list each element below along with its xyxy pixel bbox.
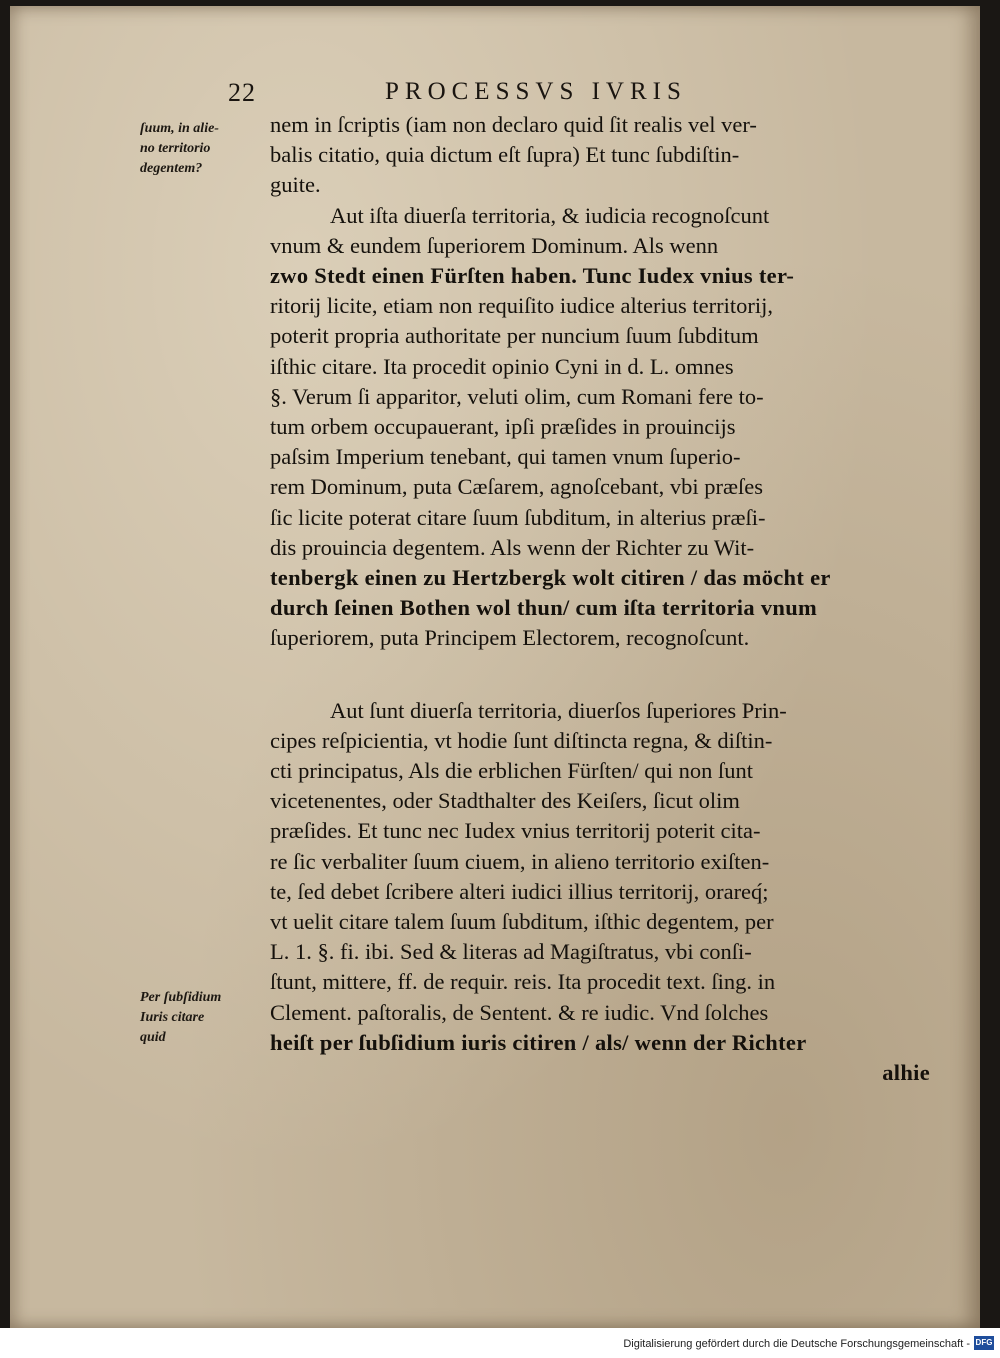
digitization-footer <box>0 1328 1000 1358</box>
text-line: re ſic verbaliter ſuum ciuem, in alieno territorio exiſten- <box>270 848 770 874</box>
text-line: rem Dominum, puta Cæſarem, agnoſcebant, vbi præſes <box>270 474 764 500</box>
main-text-block <box>270 110 930 1088</box>
text-line: zwo Stedt einen Fürſten haben. Tunc Iudex vnius ter- <box>270 263 795 289</box>
text-line: ritorij licite, etiam non requiſito iudice alterius territorij, <box>270 293 773 319</box>
text-line: iſthic citare. Ita procedit opinio Cyni in d. L. omnes <box>270 353 734 379</box>
text-line: L. 1. §. fi. ibi. Sed & literas ad Magiſtratus, vbi conſi- <box>270 939 752 965</box>
text-line: guite. <box>270 172 321 198</box>
text-line: paſsim Imperium tenebant, qui tamen vnum ſuperio- <box>270 444 741 470</box>
text-line: nem in ſcriptis (iam non declaro quid ſit realis vel ver- <box>270 112 757 137</box>
dfg-credit-text: Digitalisierung gefördert durch die Deutsche Forschungsgemeinschaft - <box>623 1338 970 1350</box>
marginal-line: Iuris citare <box>140 1010 205 1025</box>
text-line: poterit propria authoritate per nuncium ſuum ſubditum <box>270 323 759 349</box>
page-header <box>10 68 980 108</box>
marginal-line: ſuum, in alie- <box>140 121 219 136</box>
text-line: heiſt per ſubſidium iuris citiren / als/ wenn der Richter <box>270 1029 807 1055</box>
text-line: durch ſeinen Bothen wol thun/ cum iſta territoria vnum <box>270 595 818 621</box>
paragraph-gap <box>270 654 930 696</box>
text-line: Aut ſunt diuerſa territoria, diuerſos ſuperiores Prin- <box>330 697 787 723</box>
text-line: te, ſed debet ſcribere alteri iudici illius territorij, orareq́; <box>270 878 769 904</box>
marginal-line: no territorio <box>140 141 211 156</box>
marginal-note-1 <box>140 119 270 179</box>
text-line: vt uelit citare talem ſuum ſubditum, iſthic degentem, per <box>270 909 774 935</box>
dfg-logo: DFG <box>974 1336 994 1350</box>
marginal-line: Per ſubſidium <box>140 990 222 1005</box>
text-line: ſuperiorem, puta Principem Electorem, recognoſcunt. <box>270 625 750 651</box>
text-line: dis prouincia degentem. Als wenn der Richter zu Wit- <box>270 534 755 560</box>
text-line: vicetenentes, oder Stadthalter des Keiſers, ſicut olim <box>270 788 740 814</box>
marginal-line: quid <box>140 1030 166 1045</box>
text-line: ſic licite poterat citare ſuum ſubditum, in alterius præſi- <box>270 504 766 530</box>
text-line: Aut iſta diuerſa territoria, & iudicia recognoſcunt <box>330 202 770 228</box>
text-line: vnum & eundem ſuperiorem Dominum. Als wenn <box>270 232 719 258</box>
catchword: alhie <box>882 1060 930 1086</box>
text-line: Clement. paſtoralis, de Sentent. & re iudic. Vnd ſolches <box>270 999 769 1025</box>
text-line: §. Verum ſi apparitor, veluti olim, cum Romani fere to- <box>270 383 764 409</box>
text-line: ſtunt, mittere, ff. de requir. reis. Ita procedit text. ſing. in <box>270 969 776 995</box>
marginal-note-2 <box>140 988 270 1048</box>
running-title: PROCESSVS IVRIS <box>385 78 687 105</box>
book-page <box>10 6 980 1328</box>
text-line: cti principatus, Als die erblichen Fürſten/ qui non ſunt <box>270 758 754 784</box>
marginal-line: degentem? <box>140 161 203 176</box>
text-line: cipes reſpicientia, vt hodie ſunt diſtincta regna, & diſtin- <box>270 727 773 753</box>
page-number: 22 <box>228 78 256 107</box>
text-line: præſides. Et tunc nec Iudex vnius territorij poterit cita- <box>270 818 761 844</box>
text-line: balis citatio, quia dictum eſt ſupra) Et tunc ſubdiſtin- <box>270 142 740 168</box>
text-line: tum orbem occupauerant, ipſi præſides in prouincijs <box>270 414 736 440</box>
text-line: tenbergk einen zu Hertzbergk wolt citiren / das möcht er <box>270 565 831 591</box>
